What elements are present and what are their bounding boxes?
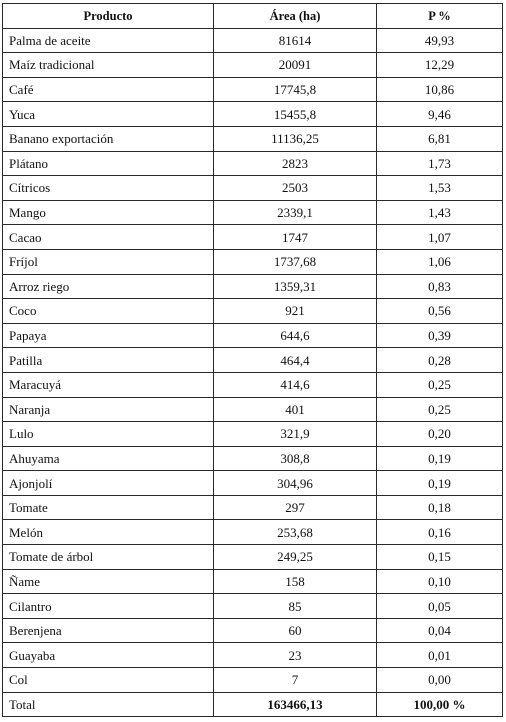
cell-area: 464,4: [214, 348, 377, 373]
crop-area-table: [2, 3, 503, 717]
table-row: [3, 643, 503, 668]
cell-pct: 6,81: [377, 126, 503, 151]
cell-producto: Tomate de árbol: [3, 545, 214, 570]
cell-pct: 9,46: [377, 102, 503, 127]
table-row: [3, 372, 503, 397]
cell-producto: Tomate: [3, 495, 214, 520]
cell-area: 2339,1: [214, 200, 377, 225]
cell-pct: 0,19: [377, 471, 503, 496]
cell-pct: 1,07: [377, 225, 503, 250]
cell-area: 11136,25: [214, 126, 377, 151]
cell-area: 321,9: [214, 422, 377, 447]
cell-area: 15455,8: [214, 102, 377, 127]
cell-pct: 0,10: [377, 569, 503, 594]
table-row: [3, 446, 503, 471]
table-row: [3, 28, 503, 53]
cell-producto: Palma de aceite: [3, 28, 214, 53]
cell-area: 249,25: [214, 545, 377, 570]
cell-pct: 0,16: [377, 520, 503, 545]
cell-pct: 0,04: [377, 618, 503, 643]
header-area: Área (ha): [214, 4, 377, 29]
cell-pct: 0,39: [377, 323, 503, 348]
cell-pct: 1,06: [377, 249, 503, 274]
table-row: [3, 77, 503, 102]
cell-pct: 1,53: [377, 176, 503, 201]
cell-pct: 0,25: [377, 397, 503, 422]
cell-producto: Berenjena: [3, 618, 214, 643]
cell-area: 1359,31: [214, 274, 377, 299]
cell-area: 81614: [214, 28, 377, 53]
cell-producto: Cítricos: [3, 176, 214, 201]
table-row: [3, 348, 503, 373]
cell-producto: Naranja: [3, 397, 214, 422]
header-row: [3, 4, 503, 29]
table-row: [3, 471, 503, 496]
cell-producto: Arroz riego: [3, 274, 214, 299]
table-row: [3, 422, 503, 447]
cell-producto: Cacao: [3, 225, 214, 250]
cell-area: 1737,68: [214, 249, 377, 274]
cell-area: 2823: [214, 151, 377, 176]
cell-area: 414,6: [214, 372, 377, 397]
cell-pct: 0,28: [377, 348, 503, 373]
table-row: [3, 126, 503, 151]
table-body: [3, 28, 503, 692]
cell-producto: Yuca: [3, 102, 214, 127]
cell-pct: 10,86: [377, 77, 503, 102]
cell-producto: Mango: [3, 200, 214, 225]
cell-producto: Ajonjolí: [3, 471, 214, 496]
cell-area: 20091: [214, 53, 377, 78]
cell-area: 921: [214, 299, 377, 324]
cell-producto: Patilla: [3, 348, 214, 373]
table-row: [3, 200, 503, 225]
cell-area: 297: [214, 495, 377, 520]
cell-producto: Maracuyá: [3, 372, 214, 397]
cell-pct: 0,18: [377, 495, 503, 520]
header-producto: Producto: [3, 4, 214, 29]
cell-area: 401: [214, 397, 377, 422]
cell-producto: Fríjol: [3, 249, 214, 274]
cell-area: 158: [214, 569, 377, 594]
cell-producto: Cilantro: [3, 594, 214, 619]
total-area: 163466,13: [214, 692, 377, 717]
table-row: [3, 569, 503, 594]
cell-producto: Coco: [3, 299, 214, 324]
table-row: [3, 225, 503, 250]
table-row: [3, 545, 503, 570]
cell-pct: 0,01: [377, 643, 503, 668]
cell-area: 17745,8: [214, 77, 377, 102]
total-pct: 100,00 %: [377, 692, 503, 717]
cell-area: 60: [214, 618, 377, 643]
table-row: [3, 53, 503, 78]
table-row: [3, 668, 503, 693]
table-row: [3, 618, 503, 643]
table-row: [3, 397, 503, 422]
cell-pct: 0,56: [377, 299, 503, 324]
cell-area: 304,96: [214, 471, 377, 496]
cell-producto: Café: [3, 77, 214, 102]
cell-pct: 0,19: [377, 446, 503, 471]
cell-pct: 1,73: [377, 151, 503, 176]
cell-pct: 0,83: [377, 274, 503, 299]
cell-area: 2503: [214, 176, 377, 201]
cell-producto: Ahuyama: [3, 446, 214, 471]
cell-pct: 0,05: [377, 594, 503, 619]
cell-producto: Lulo: [3, 422, 214, 447]
cell-area: 1747: [214, 225, 377, 250]
cell-area: 253,68: [214, 520, 377, 545]
cell-pct: 49,93: [377, 28, 503, 53]
table-row: [3, 594, 503, 619]
cell-pct: 0,20: [377, 422, 503, 447]
table-row: [3, 520, 503, 545]
cell-producto: Plátano: [3, 151, 214, 176]
cell-producto: Ñame: [3, 569, 214, 594]
table-container: [2, 3, 502, 717]
total-label: Total: [3, 692, 214, 717]
cell-pct: 1,43: [377, 200, 503, 225]
table-row: [3, 299, 503, 324]
cell-producto: Papaya: [3, 323, 214, 348]
table-row: [3, 151, 503, 176]
table-row: [3, 323, 503, 348]
cell-producto: Banano exportación: [3, 126, 214, 151]
cell-producto: Maíz tradicional: [3, 53, 214, 78]
cell-producto: Guayaba: [3, 643, 214, 668]
cell-producto: Col: [3, 668, 214, 693]
cell-area: 7: [214, 668, 377, 693]
cell-pct: 12,29: [377, 53, 503, 78]
table-row: [3, 102, 503, 127]
table-row: [3, 274, 503, 299]
cell-producto: Melón: [3, 520, 214, 545]
table-row: [3, 176, 503, 201]
table-row: [3, 249, 503, 274]
cell-pct: 0,15: [377, 545, 503, 570]
table-row: [3, 495, 503, 520]
cell-area: 644,6: [214, 323, 377, 348]
cell-area: 23: [214, 643, 377, 668]
header-pct: P %: [377, 4, 503, 29]
total-row: [3, 692, 503, 717]
cell-pct: 0,00: [377, 668, 503, 693]
cell-area: 308,8: [214, 446, 377, 471]
cell-pct: 0,25: [377, 372, 503, 397]
cell-area: 85: [214, 594, 377, 619]
